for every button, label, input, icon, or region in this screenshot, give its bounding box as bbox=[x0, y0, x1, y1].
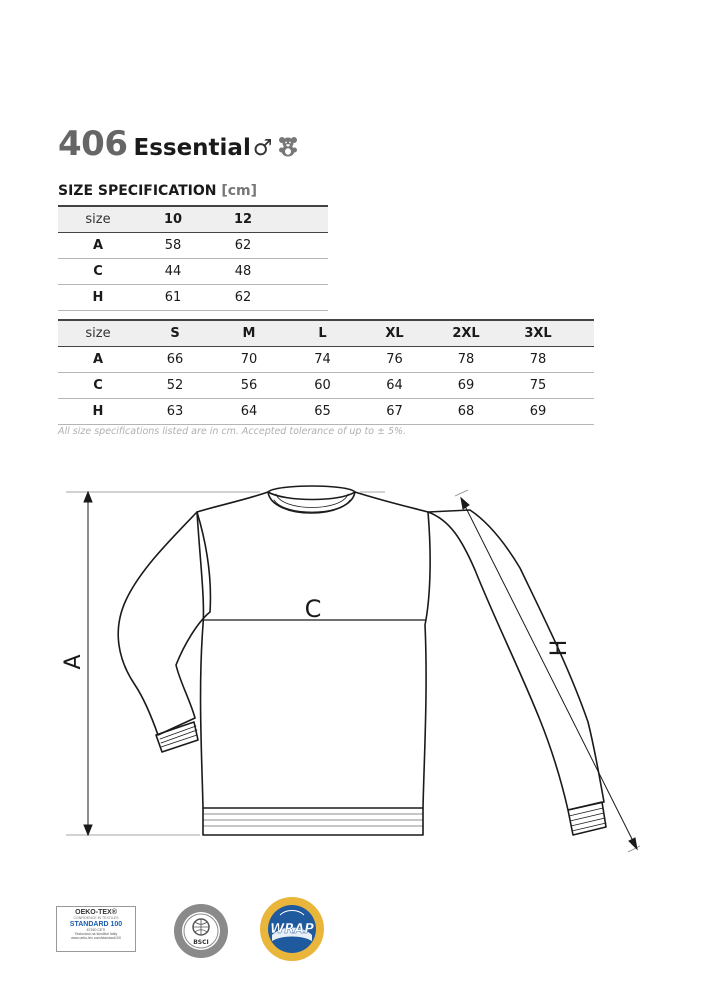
size-header-label: size bbox=[58, 320, 138, 347]
label-c: C bbox=[304, 595, 322, 623]
size-header: 3XL bbox=[502, 320, 574, 347]
oeko-standard: STANDARD 100 bbox=[69, 921, 123, 928]
table-cell: 61 bbox=[138, 285, 208, 311]
table-cell: 68 bbox=[430, 399, 502, 425]
table-cell: 74 bbox=[286, 347, 359, 373]
table-cell: 76 bbox=[359, 347, 430, 373]
right-cuff bbox=[568, 802, 606, 835]
table-cell: 52 bbox=[138, 373, 212, 399]
oeko-tested: Testováno na škodlivé látky bbox=[74, 932, 118, 936]
size-header: S bbox=[138, 320, 212, 347]
wrap-label: WRAP bbox=[270, 922, 314, 937]
spacer-cell bbox=[278, 206, 328, 233]
spacer-cell bbox=[574, 347, 594, 373]
size-header: XL bbox=[359, 320, 430, 347]
spacer-cell bbox=[278, 285, 328, 311]
size-header: L bbox=[286, 320, 359, 347]
table-cell: 69 bbox=[430, 373, 502, 399]
table-cell: 63 bbox=[138, 399, 212, 425]
label-a: A bbox=[61, 654, 86, 670]
table-cell: 65 bbox=[286, 399, 359, 425]
wrap-logo bbox=[258, 895, 326, 963]
table-cell: 70 bbox=[212, 347, 286, 373]
h-measure-line bbox=[464, 504, 634, 843]
table-row bbox=[58, 259, 328, 285]
table-row bbox=[58, 347, 594, 373]
size-header-label: size bbox=[58, 206, 138, 233]
size-header: 10 bbox=[138, 206, 208, 233]
oeko-number: 67150 CETI bbox=[86, 928, 106, 932]
bsci-label: BSCI bbox=[193, 939, 209, 946]
bsci-logo bbox=[172, 902, 230, 960]
spacer-cell bbox=[574, 399, 594, 425]
table-cell: 78 bbox=[502, 347, 574, 373]
table-cell: 60 bbox=[286, 373, 359, 399]
spacer-cell bbox=[278, 233, 328, 259]
sweatshirt-diagram bbox=[0, 460, 706, 860]
row-label: H bbox=[58, 285, 138, 311]
spacer-cell bbox=[574, 320, 594, 347]
male-symbol-icon: ♂ bbox=[252, 136, 273, 161]
label-h: H bbox=[547, 639, 572, 657]
tolerance-note: All size specifications listed are in cm. Accepted tolerance of up to ± 5%. bbox=[58, 426, 407, 437]
table-cell: 69 bbox=[502, 399, 574, 425]
row-label: A bbox=[58, 347, 138, 373]
row-label: C bbox=[58, 259, 138, 285]
product-code: 406 bbox=[58, 124, 128, 164]
table-cell: 48 bbox=[208, 259, 278, 285]
size-spec-unit: [cm] bbox=[221, 183, 258, 199]
row-label: A bbox=[58, 233, 138, 259]
oeko-tex-logo bbox=[56, 906, 136, 952]
left-sleeve bbox=[118, 512, 210, 735]
table-cell: 64 bbox=[212, 399, 286, 425]
table-row bbox=[58, 285, 328, 311]
table-cell: 78 bbox=[430, 347, 502, 373]
table-cell: 62 bbox=[208, 285, 278, 311]
kids-size-table bbox=[58, 205, 328, 311]
spacer-cell bbox=[278, 259, 328, 285]
size-header: 12 bbox=[208, 206, 278, 233]
body-outline bbox=[197, 492, 430, 808]
table-cell: 75 bbox=[502, 373, 574, 399]
row-label: C bbox=[58, 373, 138, 399]
spacer-cell bbox=[574, 373, 594, 399]
table-row bbox=[58, 373, 594, 399]
table-header-row bbox=[58, 320, 594, 347]
table-cell: 44 bbox=[138, 259, 208, 285]
table-header-row bbox=[58, 206, 328, 233]
row-label: H bbox=[58, 399, 138, 425]
table-row bbox=[58, 399, 594, 425]
product-title bbox=[58, 124, 299, 168]
right-sleeve bbox=[428, 510, 604, 810]
table-cell: 62 bbox=[208, 233, 278, 259]
size-header: 2XL bbox=[430, 320, 502, 347]
table-cell: 64 bbox=[359, 373, 430, 399]
product-name: Essential bbox=[133, 135, 251, 161]
size-spec-heading bbox=[58, 183, 257, 199]
table-row bbox=[58, 233, 328, 259]
table-cell: 67 bbox=[359, 399, 430, 425]
size-spec-title: SIZE SPECIFICATION bbox=[58, 183, 217, 199]
table-cell: 58 bbox=[138, 233, 208, 259]
teddy-bear-icon bbox=[277, 135, 299, 157]
oeko-subtitle: CONFIDENCE IN TEXTILES bbox=[73, 916, 119, 920]
table-cell: 66 bbox=[138, 347, 212, 373]
hem-band bbox=[203, 808, 423, 835]
oeko-url: www.oeko-tex.com/standard100 bbox=[71, 936, 121, 940]
table-cell: 56 bbox=[212, 373, 286, 399]
size-header: M bbox=[212, 320, 286, 347]
oeko-title: OEKO-TEX® bbox=[75, 909, 117, 916]
adult-size-table bbox=[58, 319, 594, 425]
